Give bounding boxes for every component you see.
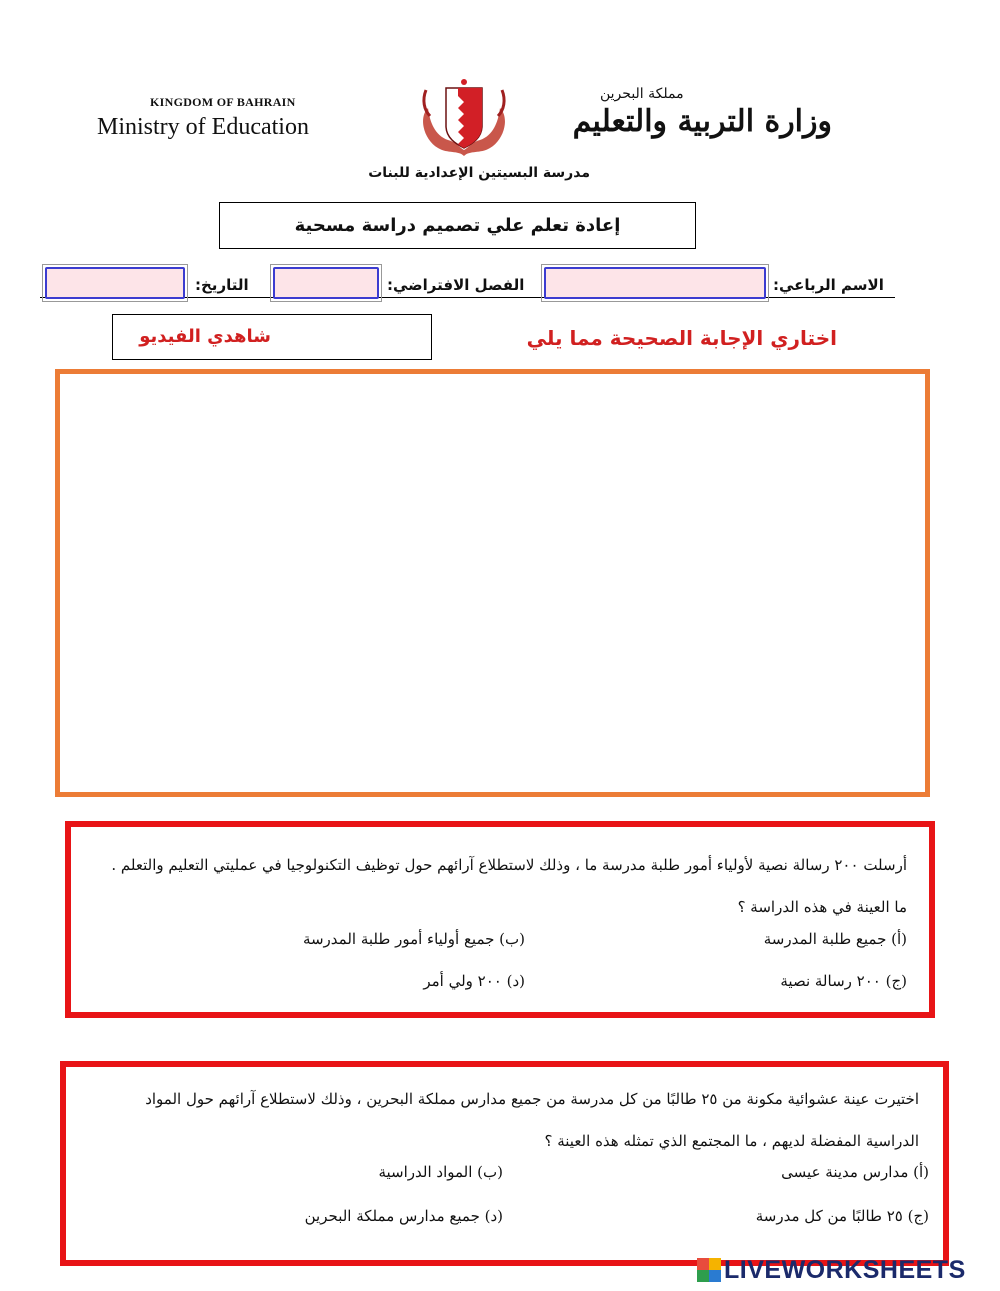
liveworksheets-watermark — [697, 1255, 966, 1285]
worksheet-title — [219, 202, 696, 249]
question-1-option-c[interactable]: (ج) ٢٠٠ رسالة نصية — [780, 972, 907, 990]
question-2-box — [60, 1061, 949, 1266]
bahrain-emblem-icon — [418, 78, 510, 160]
question-2-option-a[interactable]: (أ) مدارس مدينة عيسى — [781, 1163, 929, 1181]
kingdom-ar: مملكة البحرين — [600, 86, 684, 102]
name-label: الاسم الرباعي: — [773, 276, 884, 294]
ministry-en: Ministry of Education — [97, 114, 309, 140]
video-embed-area[interactable] — [55, 369, 930, 797]
date-input[interactable] — [45, 267, 185, 299]
question-1-text: أرسلت ٢٠٠ رسالة نصية لأولياء أمور طلبة مدرسة ما ، وذلك لاستطلاع آرائهم حول توظيف التكنولوجيا في عمليتي التعليم والتعلم . ما العينة في هذه الدراسة ؟ — [111, 856, 907, 916]
worksheet-title-text: إعادة تعلم علي تصميم دراسة مسحية — [294, 215, 621, 236]
name-field-frame — [541, 264, 769, 302]
watermark-text: LIVEWORKSHEETS — [724, 1255, 966, 1284]
question-1-option-a[interactable]: (أ) جميع طلبة المدرسة — [763, 930, 907, 948]
name-input[interactable] — [544, 267, 766, 299]
question-2-option-b[interactable]: (ب) المواد الدراسية — [378, 1163, 503, 1181]
date-field-frame — [42, 264, 188, 302]
school-name: مدرسة البسيتين الإعدادية للبنات — [368, 165, 590, 181]
instruction-text: اختاري الإجابة الصحيحة مما يلي — [526, 326, 837, 350]
class-input[interactable] — [273, 267, 379, 299]
question-1-option-d[interactable]: (د) ٢٠٠ ولي أمر — [423, 972, 525, 990]
ministry-ar: وزارة التربية والتعليم — [572, 104, 832, 139]
video-label-box — [112, 314, 432, 360]
question-2-text: اختيرت عينة عشوائية مكونة من ٢٥ طالبًا من كل مدرسة من جميع مدارس مملكة البحرين ، وذلك لاستطلاع آرائهم حول المواد الدراسية المفضلة لديهم ، ما المجتمع الذي تمثله هذه العينة ؟ — [145, 1090, 919, 1150]
question-1-box — [65, 821, 935, 1018]
video-label: شاهدي الفيديو — [139, 326, 271, 347]
class-field-frame — [270, 264, 382, 302]
question-1-option-b[interactable]: (ب) جميع أولياء أمور طلبة المدرسة — [302, 930, 525, 948]
question-2-option-d[interactable]: (د) جميع مدارس مملكة البحرين — [304, 1207, 503, 1225]
date-label: التاريخ: — [195, 276, 249, 294]
question-2-option-c[interactable]: (ج) ٢٥ طالبًا من كل مدرسة — [755, 1207, 929, 1225]
kingdom-en: KINGDOM OF BAHRAIN — [150, 95, 296, 109]
class-label: الفصل الافتراضي: — [387, 276, 525, 294]
liveworksheets-logo-icon — [697, 1258, 721, 1282]
